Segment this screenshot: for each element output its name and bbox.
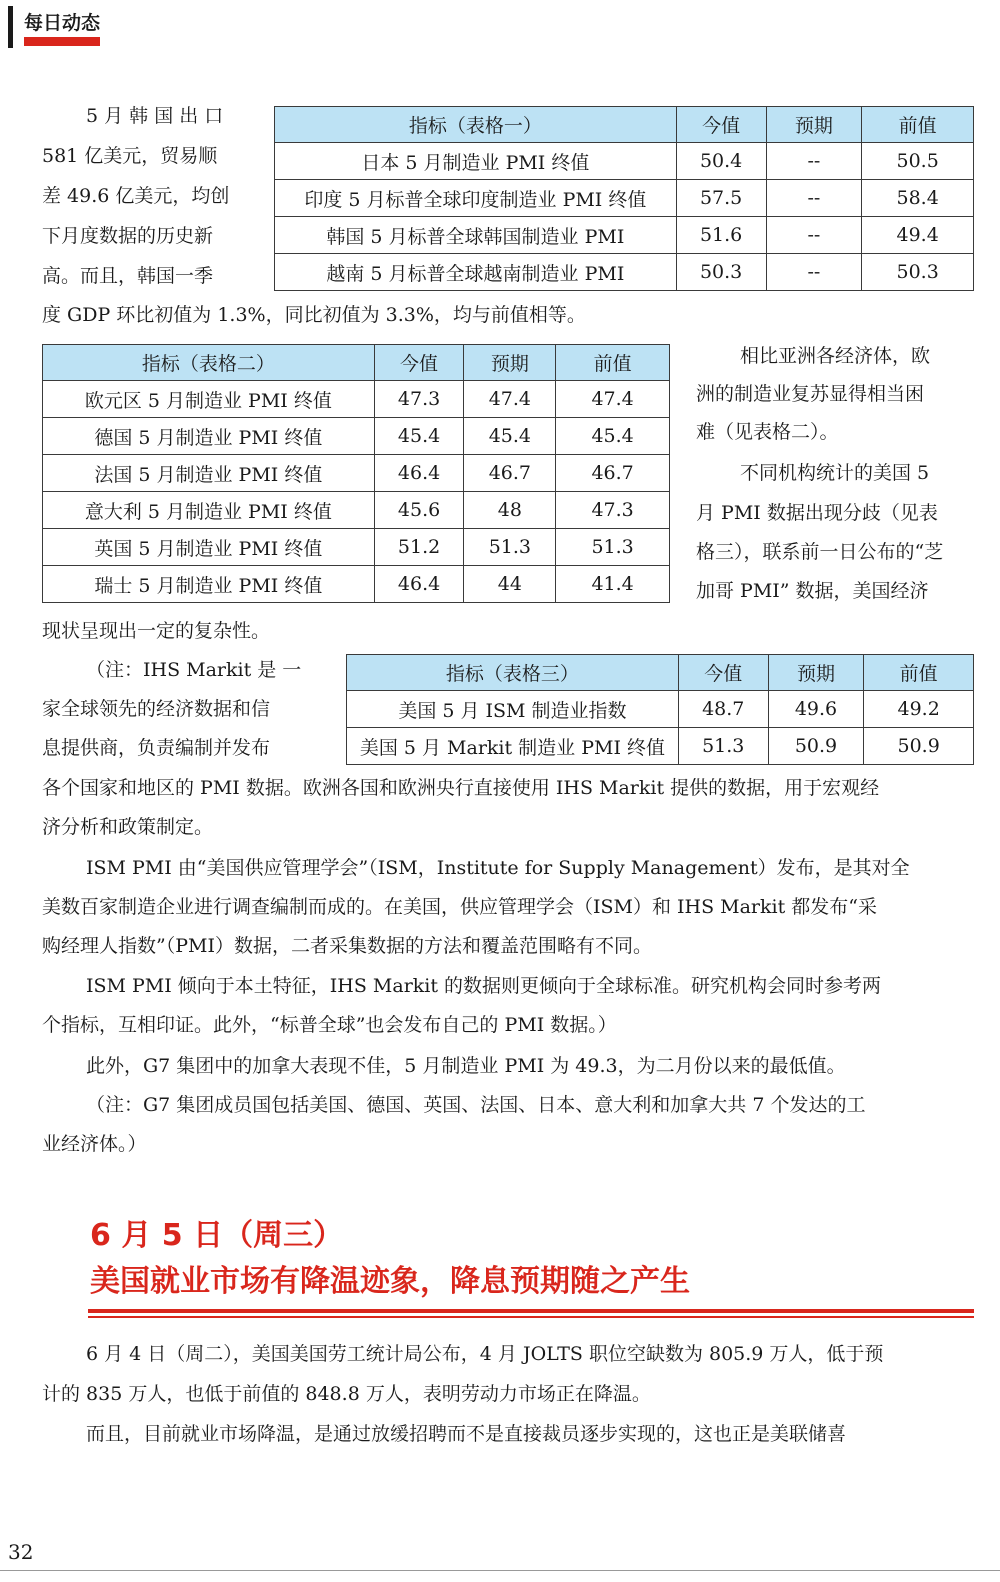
table-header-row <box>275 107 974 143</box>
table-cell: 48.7 <box>678 691 768 728</box>
column-header: 今值 <box>374 345 464 381</box>
header-title: 每日动态 <box>24 12 101 34</box>
text-line: 各个国家和地区的 PMI 数据。欧洲各国和欧洲央行直接使用 IHS Markit 提供的数据，用于宏观经 <box>42 777 880 799</box>
table-cell: 51.3 <box>556 529 670 566</box>
text-line: 度 GDP 环比初值为 1.3%，同比初值为 3.3%，均与前值相等。 <box>42 304 586 326</box>
table-row <box>43 418 670 455</box>
text-line: 而且，目前就业市场降温，是通过放缓招聘而不是直接裁员逐步实现的，这也正是美联储喜 <box>86 1423 847 1445</box>
text-line: 6 月 4 日（周二），美国美国劳工统计局公布，4 月 JOLTS 职位空缺数为 805.9 万人，低于预 <box>86 1343 884 1365</box>
text-line: 月 PMI 数据出现分歧（见表 <box>696 502 938 524</box>
table-cell: -- <box>766 254 862 291</box>
table-row <box>43 455 670 492</box>
column-header: 今值 <box>676 107 766 143</box>
text-line: 高。而且，韩国一季 <box>42 265 214 287</box>
table-cell: 47.4 <box>464 381 556 418</box>
column-header: 前值 <box>864 655 974 691</box>
table-row <box>43 529 670 566</box>
text-line: 计的 835 万人，也低于前值的 848.8 万人，表明劳动力市场正在降温。 <box>42 1383 651 1405</box>
table-cell: 50.3 <box>862 254 974 291</box>
text-line: 此外，G7 集团中的加拿大表现不佳，5 月制造业 PMI 为 49.3，为二月份以来的最低值。 <box>86 1055 846 1077</box>
table-cell: 58.4 <box>862 180 974 217</box>
text-line: 相比亚洲各经济体，欧 <box>740 345 931 367</box>
table-cell: 德国 5 月制造业 PMI 终值 <box>43 418 375 455</box>
pmi-table-us <box>346 654 974 765</box>
table-row <box>347 691 974 728</box>
table-cell: 51.2 <box>374 529 464 566</box>
table-row <box>347 728 974 765</box>
table-cell: -- <box>766 180 862 217</box>
text-line: （注：IHS Markit 是 一 <box>86 659 302 681</box>
text-line: 家全球领先的经济数据和信 <box>42 698 271 720</box>
table-cell: 45.4 <box>464 418 556 455</box>
table-cell: 46.4 <box>374 455 464 492</box>
text-line: 济分析和政策制定。 <box>42 816 214 838</box>
table-cell: 47.3 <box>374 381 464 418</box>
pmi-table-asia <box>274 106 974 291</box>
table-row <box>275 143 974 180</box>
table-cell: -- <box>766 217 862 254</box>
table-cell: 41.4 <box>556 566 670 603</box>
table-cell: 45.4 <box>374 418 464 455</box>
table-cell: 法国 5 月制造业 PMI 终值 <box>43 455 375 492</box>
text-line: 加哥 PMI” 数据，美国经济 <box>696 580 929 602</box>
table-row <box>43 381 670 418</box>
section-date: 6 月 5 日（周三） <box>90 1218 344 1253</box>
section-rule-thin <box>88 1316 974 1318</box>
table-cell: 47.3 <box>556 492 670 529</box>
text-line: ISM PMI 倾向于本土特征，IHS Markit 的数据则更倾向于全球标准。研究机构会同时参考两 <box>86 975 882 997</box>
table-cell: -- <box>766 143 862 180</box>
text-line: 洲的制造业复苏显得相当困 <box>696 383 925 405</box>
table-cell: 越南 5 月标普全球越南制造业 PMI <box>275 254 677 291</box>
text-line: 美数百家制造企业进行调查编制而成的。在美国，供应管理学会（ISM）和 IHS Markit 都发布“采 <box>42 896 877 918</box>
table-cell: 50.9 <box>768 728 864 765</box>
table-cell: 57.5 <box>676 180 766 217</box>
table-cell: 45.6 <box>374 492 464 529</box>
table-cell: 韩国 5 月标普全球韩国制造业 PMI <box>275 217 677 254</box>
table-cell: 50.4 <box>676 143 766 180</box>
column-header: 预期 <box>768 655 864 691</box>
text-line: 差 49.6 亿美元，均创 <box>42 185 230 207</box>
table-row <box>275 180 974 217</box>
table-cell: 48 <box>464 492 556 529</box>
column-header: 今值 <box>678 655 768 691</box>
column-header: 预期 <box>464 345 556 381</box>
table-header-row <box>43 345 670 381</box>
table-cell: 45.4 <box>556 418 670 455</box>
table-cell: 意大利 5 月制造业 PMI 终值 <box>43 492 375 529</box>
column-header: 指标（表格三） <box>347 655 679 691</box>
table-cell: 50.5 <box>862 143 974 180</box>
column-header: 前值 <box>862 107 974 143</box>
table-cell: 51.6 <box>676 217 766 254</box>
column-header: 前值 <box>556 345 670 381</box>
footer-rule <box>0 1570 1000 1571</box>
header-bar <box>8 6 13 48</box>
table-cell: 美国 5 月 ISM 制造业指数 <box>347 691 679 728</box>
column-header: 预期 <box>766 107 862 143</box>
table-row <box>275 217 974 254</box>
text-line: 581 亿美元，贸易顺 <box>42 145 218 167</box>
header-accent-bar <box>24 37 100 46</box>
text-line: 5 月 韩 国 出 口 <box>86 105 224 127</box>
text-line: ISM PMI 由“美国供应管理学会”（ISM，Institute for Supply Management）发布，是其对全 <box>86 857 910 879</box>
table-cell: 50.9 <box>864 728 974 765</box>
text-line: 息提供商，负责编制并发布 <box>42 737 271 759</box>
table-cell: 51.3 <box>678 728 768 765</box>
column-header: 指标（表格二） <box>43 345 375 381</box>
table-cell: 瑞士 5 月制造业 PMI 终值 <box>43 566 375 603</box>
table-cell: 英国 5 月制造业 PMI 终值 <box>43 529 375 566</box>
text-line: 业经济体。） <box>42 1133 147 1155</box>
text-line: 难（见表格二）。 <box>696 421 839 443</box>
table-header-row <box>347 655 974 691</box>
table-cell: 49.2 <box>864 691 974 728</box>
text-line: 现状呈现出一定的复杂性。 <box>42 620 271 642</box>
section-headline: 美国就业市场有降温迹象，降息预期随之产生 <box>90 1264 690 1299</box>
table-cell: 49.6 <box>768 691 864 728</box>
table-row <box>43 492 670 529</box>
table-cell: 44 <box>464 566 556 603</box>
pmi-table-europe <box>42 344 670 603</box>
table-cell: 46.4 <box>374 566 464 603</box>
table-cell: 47.4 <box>556 381 670 418</box>
text-line: 个指标，互相印证。此外，“标普全球”也会发布自己的 PMI 数据。） <box>42 1014 617 1036</box>
table-cell: 印度 5 月标普全球印度制造业 PMI 终值 <box>275 180 677 217</box>
table-row <box>275 254 974 291</box>
section-rule <box>88 1309 974 1313</box>
table-cell: 51.3 <box>464 529 556 566</box>
text-line: 不同机构统计的美国 5 <box>740 462 930 484</box>
page-number: 32 <box>8 1540 34 1564</box>
text-line: （注：G7 集团成员国包括美国、德国、英国、法国、日本、意大利和加拿大共 7 个发达的工 <box>86 1094 866 1116</box>
table-cell: 46.7 <box>556 455 670 492</box>
table-cell: 49.4 <box>862 217 974 254</box>
table-row <box>43 566 670 603</box>
table-cell: 美国 5 月 Markit 制造业 PMI 终值 <box>347 728 679 765</box>
text-line: 下月度数据的历史新 <box>42 225 214 247</box>
column-header: 指标（表格一） <box>275 107 677 143</box>
table-cell: 日本 5 月制造业 PMI 终值 <box>275 143 677 180</box>
text-line: 购经理人指数”（PMI）数据，二者采集数据的方法和覆盖范围略有不同。 <box>42 935 652 957</box>
table-cell: 46.7 <box>464 455 556 492</box>
table-cell: 欧元区 5 月制造业 PMI 终值 <box>43 381 375 418</box>
table-cell: 50.3 <box>676 254 766 291</box>
text-line: 格三），联系前一日公布的“芝 <box>696 541 944 563</box>
